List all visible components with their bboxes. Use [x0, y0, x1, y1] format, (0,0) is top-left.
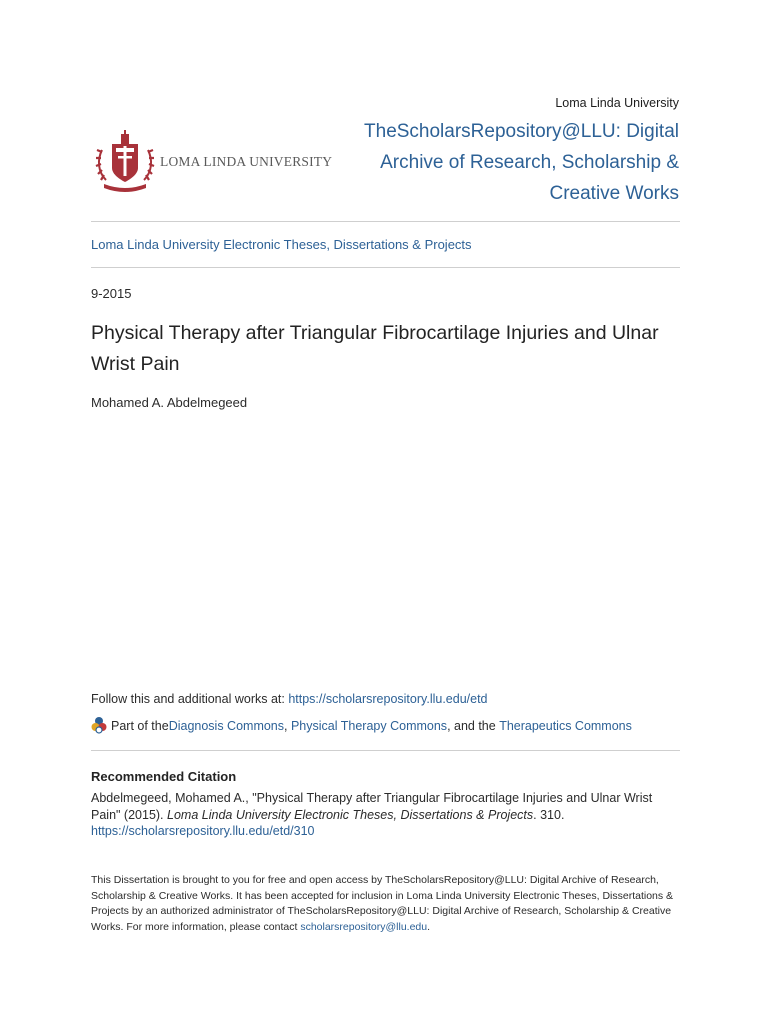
follow-prefix: Follow this and additional works at: [91, 692, 289, 706]
divider [91, 267, 680, 268]
repository-title-line-3: Creative Works [549, 183, 679, 204]
digital-commons-icon [91, 716, 108, 735]
repository-title-line-2: Archive of Research, Scholarship & [380, 152, 679, 173]
title-line-2: Wrist Pain [91, 353, 180, 375]
logo-wordmark: LOMA LINDA UNIVERSITY [160, 154, 333, 169]
diagnosis-commons-link[interactable]: Diagnosis Commons [168, 718, 285, 733]
institution-name: Loma Linda University [555, 96, 679, 110]
citation-text: Abdelmegeed, Mohamed A., "Physical Therapy after Triangular Fibrocartilage Injuries and Ulnar Wrist Pain" (2015). [91, 791, 653, 822]
part-of-line [91, 716, 632, 735]
citation-number: . 310. [533, 807, 565, 822]
citation-body [91, 790, 681, 840]
document-title [91, 318, 691, 380]
contact-email-link[interactable]: scholarsrepository@llu.edu [300, 920, 428, 933]
part-of-separator: , [284, 718, 291, 733]
disclaimer-end: . [427, 920, 431, 933]
part-of-prefix: Part of the [111, 718, 169, 733]
title-line-1: Physical Therapy after Triangular Fibrocartilage Injuries and Ulnar [91, 322, 659, 344]
repository-title-link[interactable] [339, 116, 679, 209]
part-of-separator: , and the [447, 718, 500, 733]
divider [91, 750, 680, 751]
follow-line [91, 692, 488, 706]
therapeutics-commons-link[interactable]: Therapeutics Commons [499, 718, 632, 733]
disclaimer-text: This Dissertation is brought to you for free and open access by TheScholarsRepository@LLU: Digital Archive of Research, Scholarship & Creative Works. It has been accepted for inclusion in Loma Linda University Electronic Theses, Dissertations & Projects by an authorized administrator of TheScholarsRepository@LLU: Digital Archive of Research, Scholarship & Creative Works. For more information, please contact [91, 874, 674, 933]
repository-title-line-1: TheScholarsRepository@LLU: Digital [364, 121, 679, 142]
physical-therapy-commons-link[interactable]: Physical Therapy Commons [290, 718, 448, 733]
collection-link[interactable]: Loma Linda University Electronic Theses, Dissertations & Projects [91, 237, 472, 252]
citation-heading: Recommended Citation [91, 769, 237, 784]
divider [91, 221, 680, 222]
publication-date: 9-2015 [91, 286, 132, 301]
author-name: Mohamed A. Abdelmegeed [91, 395, 248, 410]
university-logo[interactable] [94, 130, 333, 194]
etd-collection-url[interactable]: https://scholarsrepository.llu.edu/etd [288, 692, 488, 706]
citation-series: Loma Linda University Electronic Theses, Dissertations & Projects [167, 807, 534, 822]
citation-url[interactable]: https://scholarsrepository.llu.edu/etd/310 [91, 824, 315, 838]
access-disclaimer [91, 873, 681, 935]
university-seal-icon [94, 130, 156, 194]
